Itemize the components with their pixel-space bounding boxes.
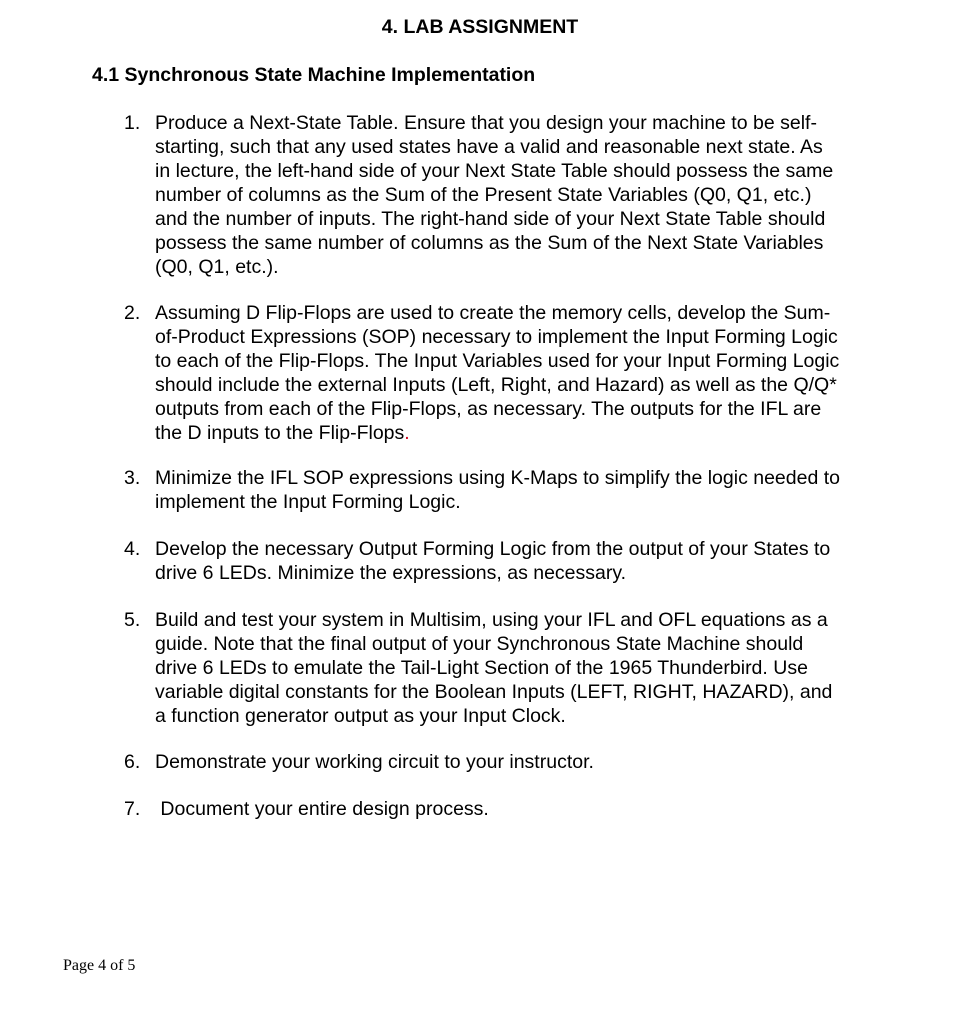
list-item-number: 4.: [124, 538, 141, 560]
text-line: Produce a Next-State Table. Ensure that you design your machine to be self-: [155, 112, 817, 134]
list-item-text: [155, 466, 840, 514]
text-line: drive 6 LEDs to emulate the Tail-Light Section of the 1965 Thunderbird. Use: [155, 657, 808, 679]
section-heading: 4.1 Synchronous State Machine Implementation: [92, 64, 536, 86]
list-item-number: 2.: [124, 302, 141, 324]
list-item-text: [155, 608, 832, 728]
list-item-text: [155, 537, 830, 585]
text-line: of-Product Expressions (SOP) necessary to implement the Input Forming Logic: [155, 326, 838, 348]
text-line: a function generator output as your Input Clock.: [155, 705, 566, 727]
list-item-text: [155, 301, 839, 445]
text-line: outputs from each of the Flip-Flops, as necessary. The outputs for the IFL are: [155, 398, 822, 420]
page-title: 4. LAB ASSIGNMENT: [381, 16, 579, 38]
text-line: in lecture, the left-hand side of your Next State Table should possess the same: [155, 160, 834, 182]
text-line: possess the same number of columns as the Sum of the Next State Variables: [155, 232, 824, 254]
text-line: Document your entire design process.: [155, 798, 489, 820]
list-item-text: [155, 111, 833, 279]
list-item-number: 1.: [124, 112, 141, 134]
list-item-number: 6.: [124, 751, 141, 773]
text-line: implement the Input Forming Logic.: [155, 491, 461, 513]
list-item-text: [155, 797, 489, 821]
text-line: drive 6 LEDs. Minimize the expressions, as necessary.: [155, 562, 627, 584]
text-line-last: [155, 421, 839, 445]
text-line: Assuming D Flip-Flops are used to create the memory cells, develop the Sum-: [155, 302, 831, 324]
text-line: (Q0, Q1, etc.).: [155, 256, 279, 278]
text-line: starting, such that any used states have a valid and reasonable next state. As: [155, 136, 823, 158]
list-item-number: 5.: [124, 609, 141, 631]
text-line: variable digital constants for the Boolean Inputs (LEFT, RIGHT, HAZARD), and: [155, 681, 833, 703]
text-line: and the number of inputs. The right-hand side of your Next State Table should: [155, 208, 826, 230]
text-line: should include the external Inputs (Left, Right, and Hazard) as well as the Q/Q*: [155, 374, 837, 396]
text-line: guide. Note that the final output of your Synchronous State Machine should: [155, 633, 804, 655]
red-period-mark: .: [404, 422, 410, 444]
list-item-text: [155, 750, 594, 774]
text-line: to each of the Flip-Flops. The Input Variables used for your Input Forming Logic: [155, 350, 840, 372]
page-footer: Page 4 of 5: [63, 957, 136, 974]
text-fragment: the D inputs to the Flip-Flops: [155, 422, 405, 444]
text-line: Build and test your system in Multisim, using your IFL and OFL equations as a: [155, 609, 828, 631]
text-line: Minimize the IFL SOP expressions using K-Maps to simplify the logic needed to: [155, 467, 840, 489]
text-line: Demonstrate your working circuit to your instructor.: [155, 751, 594, 773]
list-item-number: 7.: [124, 798, 141, 820]
list-item-number: 3.: [124, 467, 141, 489]
text-line: number of columns as the Sum of the Present State Variables (Q0, Q1, etc.): [155, 184, 812, 206]
text-line: Develop the necessary Output Forming Logic from the output of your States to: [155, 538, 831, 560]
